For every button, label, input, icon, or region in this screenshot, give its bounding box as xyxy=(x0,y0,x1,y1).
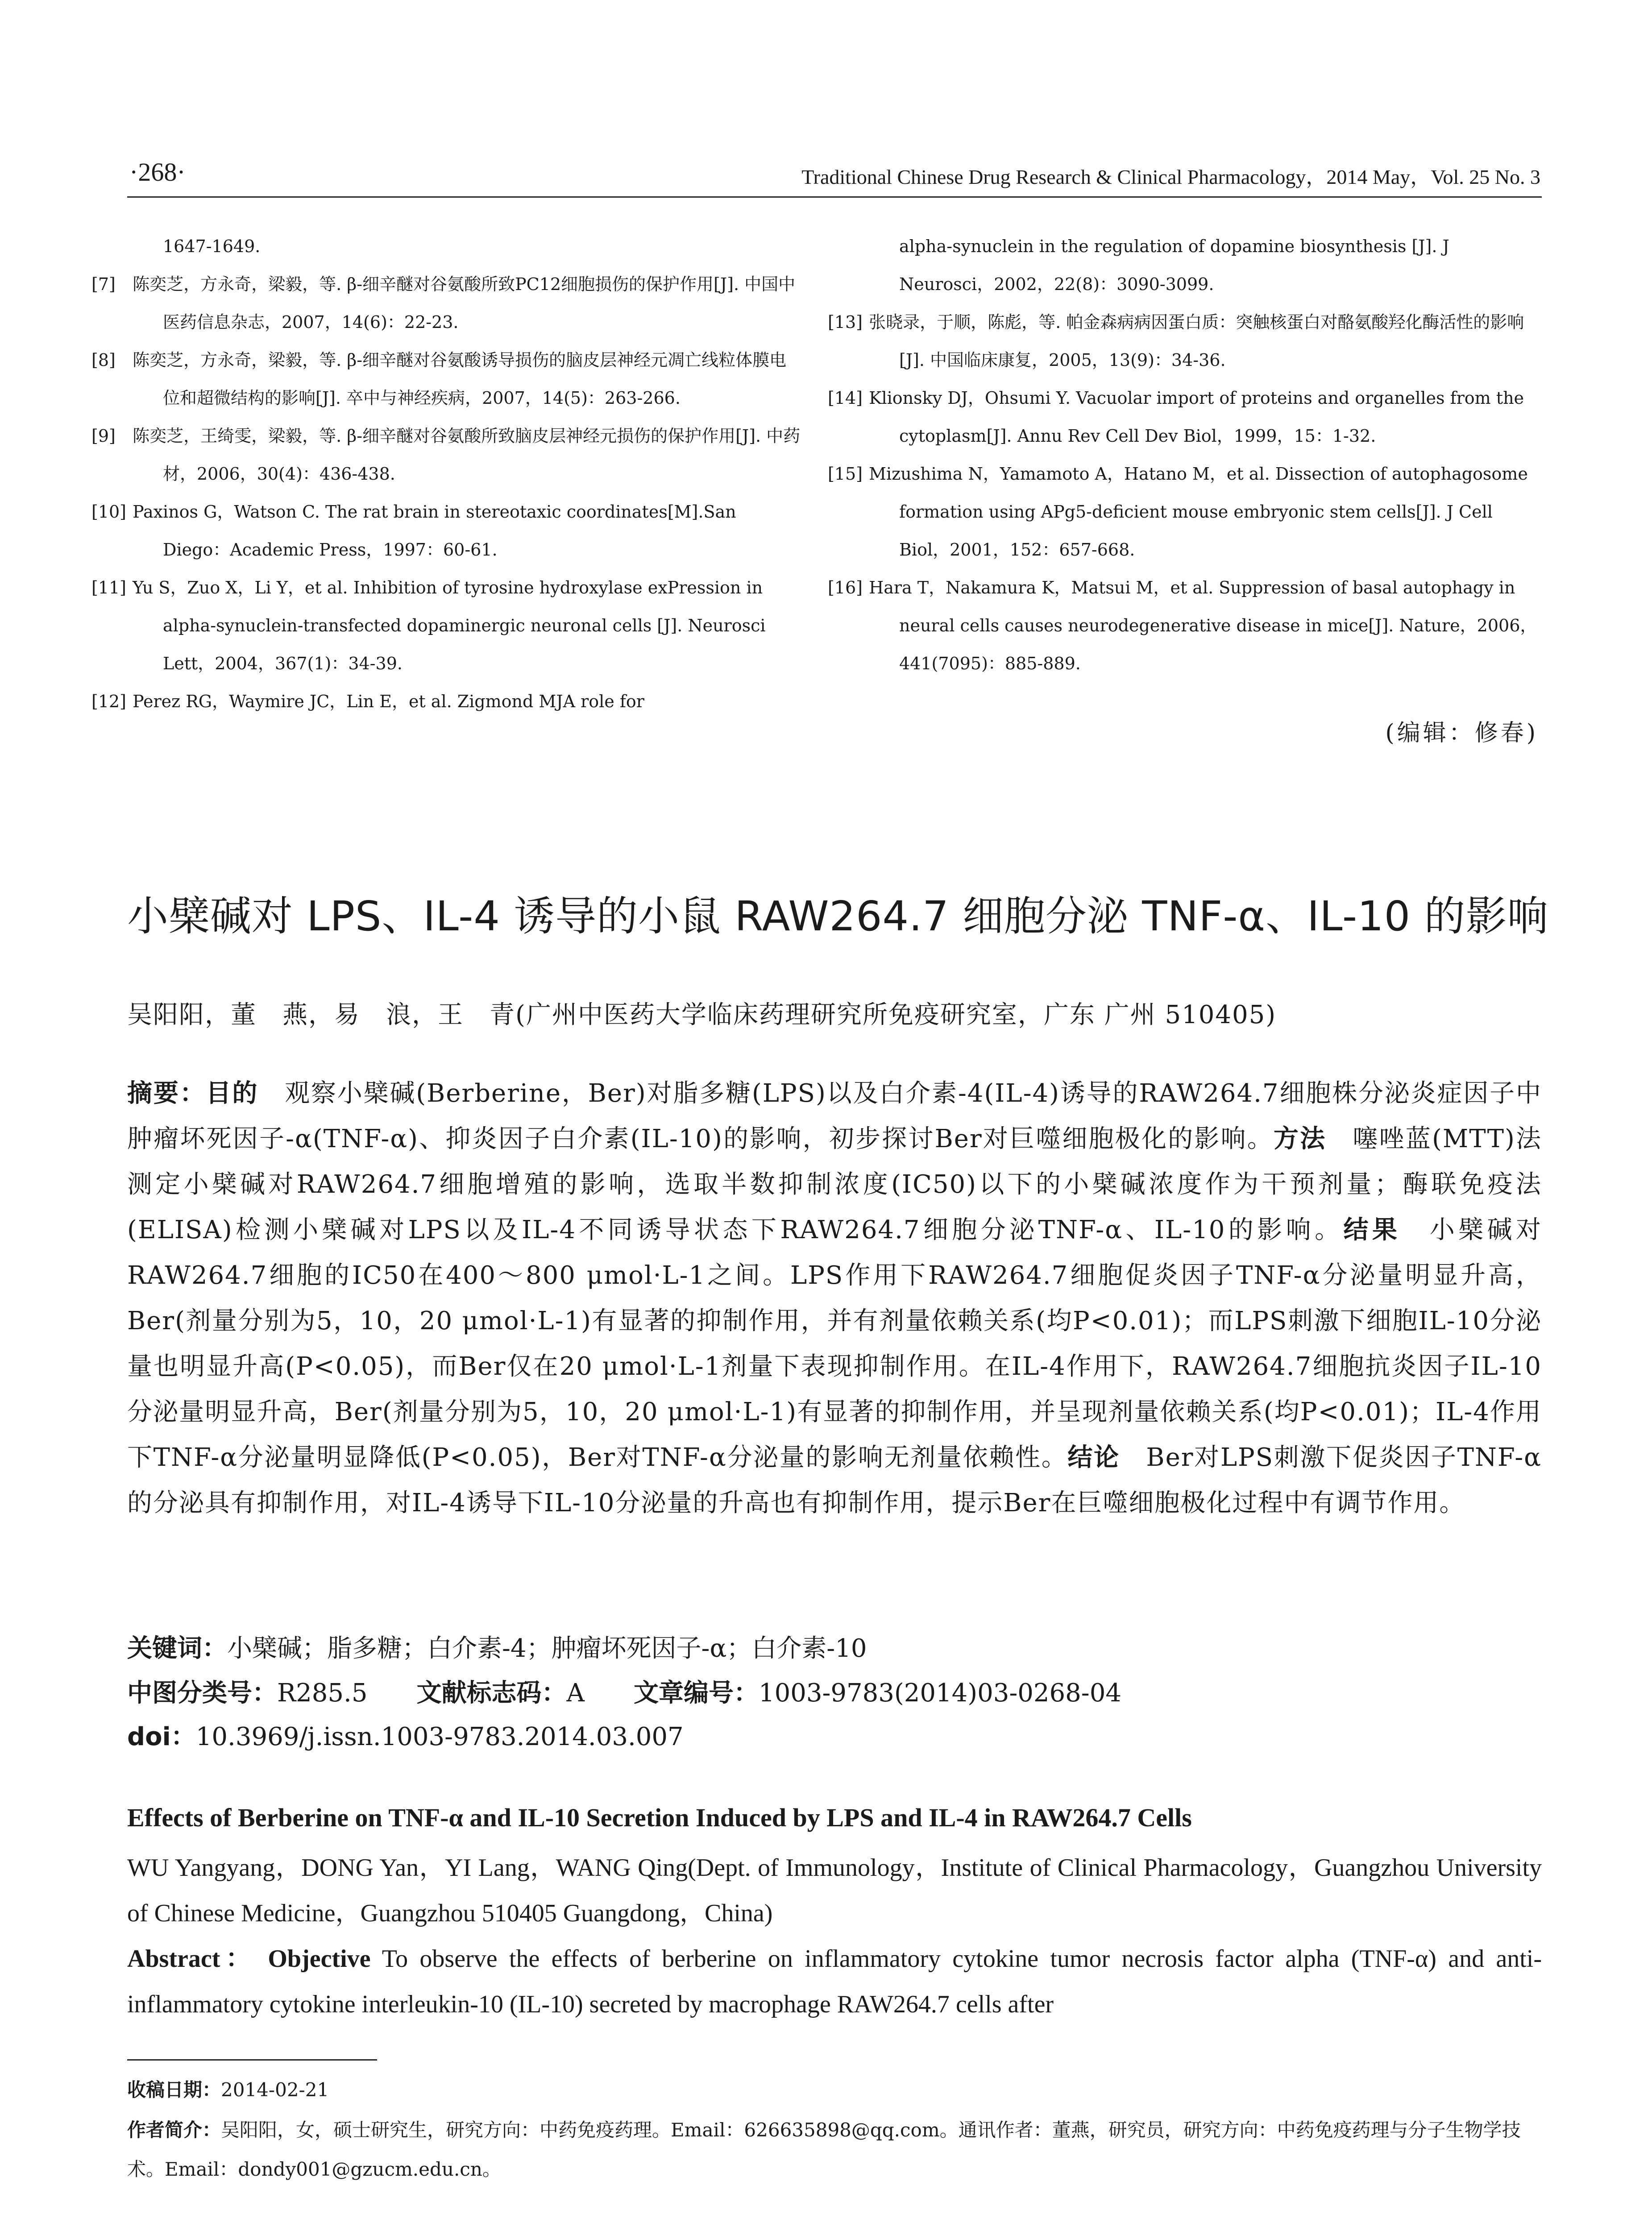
reference-item: [11] Yu S，Zuo X，Li Y，et al. Inhibition of tyrosine hydroxylase exPression in alpha-synuclein-transfected dopaminergic neuronal cells [J]. Neurosci Lett，2004，367(1)：34-39. xyxy=(91,578,766,673)
reference-item xyxy=(863,228,1537,303)
reference-text: 张晓录，于顺，陈彪，等. 帕金森病病因蛋白质：突触核蛋白对酪氨酸羟化酶活性的影响[J]. 中国临床康复，2005，13(9)：34-36. xyxy=(869,312,1524,370)
reference-text: Klionsky DJ，Ohsumi Y. Vacuolar import of proteins and organelles from the cytoplasm[J]. Annu Rev Cell Dev Biol，1999，15：1-32. xyxy=(869,388,1524,446)
abstract-label: 摘要： xyxy=(127,1079,206,1108)
doi-line xyxy=(127,1717,684,1753)
article-number-value: 1003-9783(2014)03-0268-04 xyxy=(758,1679,1121,1708)
reference-text: Perez RG，Waymire JC，Lin E，et al. Zigmond MJA role for xyxy=(133,692,644,711)
english-title: Effects of Berberine on TNF-α and IL-10 Secretion Induced by LPS and IL-4 in RAW264.7 Cells xyxy=(127,1803,1192,1832)
authors-affiliation: 吴阳阳，董 燕，易 浪，王 青(广州中医药大学临床药理研究所免疫研究室，广东 广州 510405) xyxy=(127,1000,1277,1029)
reference-item xyxy=(127,228,801,265)
reference-item: [8] 陈奕芝，方永奇，梁毅，等. β-细辛醚对谷氨酸诱导损伤的脑皮层神经元凋亡线粒体膜电位和超微结构的影响[J]. 卒中与神经疾病，2007，14(5)：263-266. xyxy=(91,350,787,408)
header-rule xyxy=(127,196,1542,198)
received-date xyxy=(127,2070,1542,2110)
objective-label: 目的 xyxy=(206,1079,259,1108)
references-right-column xyxy=(828,228,1537,683)
reference-text: Mizushima N，Yamamoto A，Hatano M，et al. Dissection of autophagosome formation using APg5-deficient mouse embryonic stem cells[J]. J Cell Biol，2001，152：657-668. xyxy=(869,464,1528,560)
reference-text: Hara T，Nakamura K，Matsui M，et al. Suppression of basal autophagy in neural cells causes neurodegenerative disease in mice[J]. Nature，2006，441(7095)：885-889. xyxy=(869,578,1537,673)
english-body xyxy=(127,1845,1542,2027)
keywords xyxy=(127,1629,867,1664)
reference-item: [14] Klionsky DJ，Ohsumi Y. Vacuolar import of proteins and organelles from the cytoplasm[J]. Annu Rev Cell Dev Biol，1999，15：1-32. xyxy=(828,388,1524,446)
english-abstract-label: Abstract： xyxy=(127,1945,257,1973)
methods-label: 方法 xyxy=(1273,1124,1327,1153)
bio-label: 作者简介： xyxy=(127,2119,221,2141)
objective-text: 观察小檗碱(Berberine，Ber)对脂多糖(LPS)以及白介素-4(IL-4)诱导的RAW264.7细胞株分泌炎症因子中肿瘤坏死因子-α(TNF-α)、抑炎因子白介素(IL-10)的影响，初步探讨Ber对巨噬细胞极化的影响。 xyxy=(127,1079,1542,1153)
doi-label: doi： xyxy=(127,1722,196,1751)
footnote-rule xyxy=(127,2059,377,2061)
reference-text: 陈奕芝，王绮雯，梁毅，等. β-细辛醚对谷氨酸所致脑皮层神经元损伤的保护作用[J]. 中药材，2006，30(4)：436-438. xyxy=(133,426,801,484)
results-text: 小檗碱对RAW264.7细胞的IC50在400～800 μmol·L-1之间。LPS作用下RAW264.7细胞促炎因子TNF-α分泌量明显升高，Ber(剂量分别为5，10，20 μmol·L-1)有显著的抑制作用，并有剂量依赖关系(均P<0.01)；而LPS刺激下细胞IL-10分泌量也明显升高(P<0.05)，而Ber仅在20 μmol·L-1剂量下表现抑制作用。在IL-4作用下，RAW264.7细胞抗炎因子IL-10分泌量明显升高，Ber(剂量分别为5，10，20 μmol·L-1)有显著的抑制作用，并呈现剂量依赖关系(均P<0.01)；IL-4作用下TNF-α分泌量明显降低(P<0.05)，Ber对TNF-α分泌量的影响无剂量依赖性。 xyxy=(127,1215,1542,1472)
page-number: ·268· xyxy=(129,158,186,187)
english-authors: WU Yangyang，DONG Yan，YI Lang，WANG Qing(Dept. of Immunology，Institute of Clinical Pharmacology，Guangzhou University of Chinese Medicine，Guangzhou 510405 Guangdong，China) xyxy=(127,1854,1542,1927)
reference-text: Yu S，Zuo X，Li Y，et al. Inhibition of tyrosine hydroxylase exPression in alpha-synuclein-transfected dopaminergic neuronal cells [J]. Neurosci Lett，2004，367(1)：34-39. xyxy=(133,578,766,673)
article-number-label: 文章编号： xyxy=(633,1679,759,1708)
editor-note: (编辑：修春) xyxy=(1385,720,1538,746)
conclusion-text: Ber对LPS刺激下促炎因子TNF-α的分泌具有抑制作用，对IL-4诱导下IL-10分泌量的升高也有抑制作用，提示Ber在巨噬细胞极化过程中有调节作用。 xyxy=(127,1443,1542,1518)
english-abstract xyxy=(127,1936,1542,2027)
clc-label: 中图分类号： xyxy=(127,1679,277,1708)
reference-text: Paxinos G，Watson C. The rat brain in stereotaxic coordinates[M].San Diego：Academic Press，1997：60-61. xyxy=(133,502,736,560)
received-label: 收稿日期： xyxy=(127,2079,221,2101)
references-left-column xyxy=(91,228,801,721)
chinese-abstract xyxy=(127,1071,1542,1526)
doi-value: 10.3969/j.issn.1003-9783.2014.03.007 xyxy=(195,1722,684,1751)
journal-header: Traditional Chinese Drug Research & Clinical Pharmacology，2014 May，Vol. 25 No. 3 xyxy=(801,166,1540,188)
english-objective-text: To observe the effects of berberine on inflammatory cytokine tumor necrosis factor alpha (TNF-α) and anti-inflammatory cytokine interleukin-10 (IL-10) secreted by macrophage RAW264.7 cells after xyxy=(127,1945,1542,2018)
reference-item: [7] 陈奕芝，方永奇，梁毅，等. β-细辛醚对谷氨酸所致PC12细胞损伤的保护作用[J]. 中国中医药信息杂志，2007，14(6)：22-23. xyxy=(91,274,796,332)
reference-text: 陈奕芝，方永奇，梁毅，等. β-细辛醚对谷氨酸所致PC12细胞损伤的保护作用[J]. 中国中医药信息杂志，2007，14(6)：22-23. xyxy=(133,274,796,332)
reference-item: [12] Perez RG，Waymire JC，Lin E，et al. Zigmond MJA role for xyxy=(91,692,644,711)
doc-code-value: A xyxy=(566,1679,585,1708)
clc-value: R285.5 xyxy=(277,1679,368,1708)
results-label: 结果 xyxy=(1343,1215,1401,1244)
author-bio xyxy=(127,2111,1542,2189)
reference-item: [15] Mizushima N，Yamamoto A，Hatano M，et al. Dissection of autophagosome formation using APg5-deficient mouse embryonic stem cells[J]. J Cell Biol，2001，152：657-668. xyxy=(828,464,1528,560)
doc-code-label: 文献标志码： xyxy=(416,1679,567,1708)
article-title: 小檗碱对 LPS、IL-4 诱导的小鼠 RAW264.7 细胞分泌 TNF-α、IL-10 的影响 xyxy=(127,892,1549,940)
methods-text: 噻唑蓝(MTT)法测定小檗碱对RAW264.7细胞增殖的影响，选取半数抑制浓度(IC50)以下的小檗碱浓度作为干预剂量；酶联免疫法(ELISA)检测小檗碱对LPS以及IL-4不同诱导状态下RAW264.7细胞分泌TNF-α、IL-10的影响。 xyxy=(127,1124,1542,1244)
reference-text: 1647-1649. xyxy=(163,236,261,256)
english-objective-label: Objective xyxy=(268,1945,371,1973)
reference-item: [16] Hara T，Nakamura K，Matsui M，et al. Suppression of basal autophagy in neural cells causes neurodegenerative disease in mice[J]. Nature，2006，441(7095)：885-889. xyxy=(828,578,1537,673)
reference-item: [13] 张晓录，于顺，陈彪，等. 帕金森病病因蛋白质：突触核蛋白对酪氨酸羟化酶活性的影响[J]. 中国临床康复，2005，13(9)：34-36. xyxy=(828,312,1524,370)
reference-item: [10] Paxinos G，Watson C. The rat brain in stereotaxic coordinates[M].San Diego：Academic Press，1997：60-61. xyxy=(91,502,736,560)
received-value: 2014-02-21 xyxy=(221,2079,329,2101)
classification-line xyxy=(127,1673,1121,1709)
keywords-text: 小檗碱；脂多糖；白介素-4；肿瘤坏死因子-α；白介素-10 xyxy=(227,1634,867,1663)
bio-text: 吴阳阳，女，硕士研究生，研究方向：中药免疫药理。Email：626635898@qq.com。通讯作者：董燕，研究员，研究方向：中药免疫药理与分子生物学技术。Email：dondy001@gzucm.edu.cn。 xyxy=(127,2119,1521,2180)
reference-text: 陈奕芝，方永奇，梁毅，等. β-细辛醚对谷氨酸诱导损伤的脑皮层神经元凋亡线粒体膜电位和超微结构的影响[J]. 卒中与神经疾病，2007，14(5)：263-266. xyxy=(133,350,787,408)
reference-text: alpha-synuclein in the regulation of dopamine biosynthesis [J]. J Neurosci，2002，22(8)：3090-3099. xyxy=(899,236,1449,294)
reference-item: [9] 陈奕芝，王绮雯，梁毅，等. β-细辛醚对谷氨酸所致脑皮层神经元损伤的保护作用[J]. 中药材，2006，30(4)：436-438. xyxy=(91,426,801,484)
conclusion-label: 结论 xyxy=(1067,1443,1120,1472)
keywords-label: 关键词： xyxy=(127,1634,227,1663)
